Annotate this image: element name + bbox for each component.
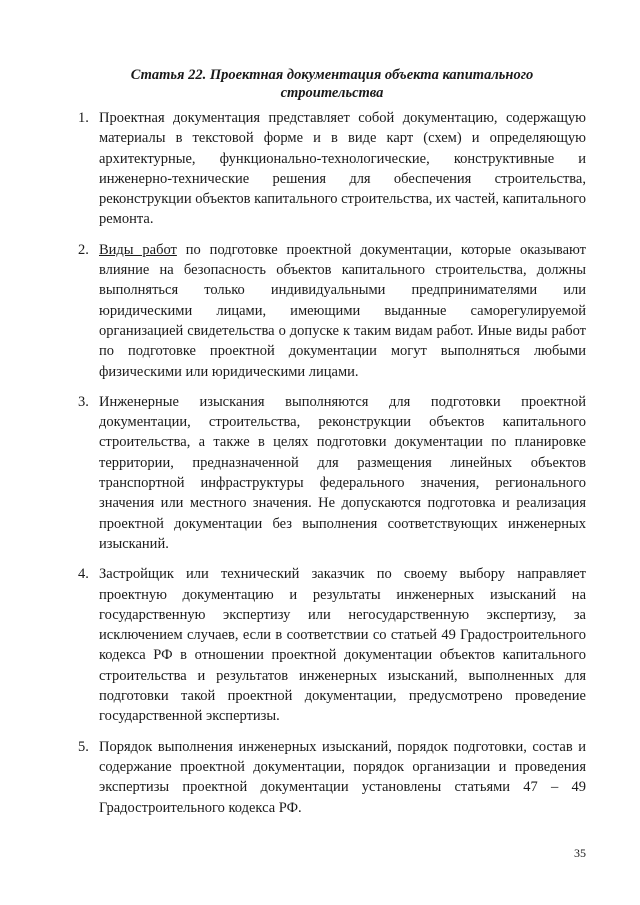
underlined-term: Виды работ xyxy=(99,241,177,258)
list-item-number: 2. xyxy=(78,241,89,258)
list-item-number: 4. xyxy=(78,566,89,583)
list-item-text: Инженерные изыскания выполняются для подготовки проектной документации, строительства, реконструкции объектов капитального строительства, а также в целях подготовки документации по планировке территории, предназначенной для размещения линейных объектов транспортной инфраструктуры федерального значения, регионального значения или местного значения. Не допускаются подготовка и реализация проектной документации без выполнения соответствующих инженерных изысканий. xyxy=(99,393,586,552)
article-title: Статья 22. Проектная документация объекта капитального строительства xyxy=(130,67,534,101)
page-number: 35 xyxy=(574,846,586,860)
list-item xyxy=(78,564,586,726)
list-item xyxy=(78,108,586,230)
list-item-text: Порядок выполнения инженерных изысканий, порядок подготовки, состав и содержание проектной документации, порядок организации и проведения экспертизы проектной документации установлены статьями 47 – 49 Градостроительного кодекса РФ. xyxy=(99,738,586,816)
list-item xyxy=(78,240,586,382)
list-item-text: Застройщик или технический заказчик по своему выбору направляет проектную документацию и результаты инженерных изысканий на государственную экспертизу или негосударственную экспертизу, за исключением случаев, если в соответствии со статьей 49 Градостроительного кодекса РФ в отношении проектной документации объектов капитального строительства и результатов инженерных изысканий, выполненных для подготовки такой проектной документации, предусмотрено проведение государственной экспертизы. xyxy=(99,566,586,725)
list-item-number: 5. xyxy=(78,738,89,755)
list-item-text: по подготовке проектной документации, которые оказывают влияние на безопасность объектов капитального строительства, должны выполняться только индивидуальными предпринимателями или юридическими лицами, имеющими выданные саморегулируемой организацией свидетельства о допуске к таким видам работ. Иные виды работ по подготовке проектной документации могут выполняться любыми физическими или юридическими лицами. xyxy=(99,241,587,380)
numbered-list xyxy=(78,108,586,818)
list-item xyxy=(78,737,586,818)
list-item-number: 3. xyxy=(78,393,89,410)
list-item xyxy=(78,392,586,554)
list-item-text: Проектная документация представляет собой документацию, содержащую материалы в текстовой форме и в виде карт (схем) и определяющую архитектурные, функционально-технологические, конструктивные и инженерно-технические решения для обеспечения строительства, реконструкции объектов капитального строительства, их частей, капитального ремонта. xyxy=(99,110,587,228)
list-item-number: 1. xyxy=(78,110,89,126)
